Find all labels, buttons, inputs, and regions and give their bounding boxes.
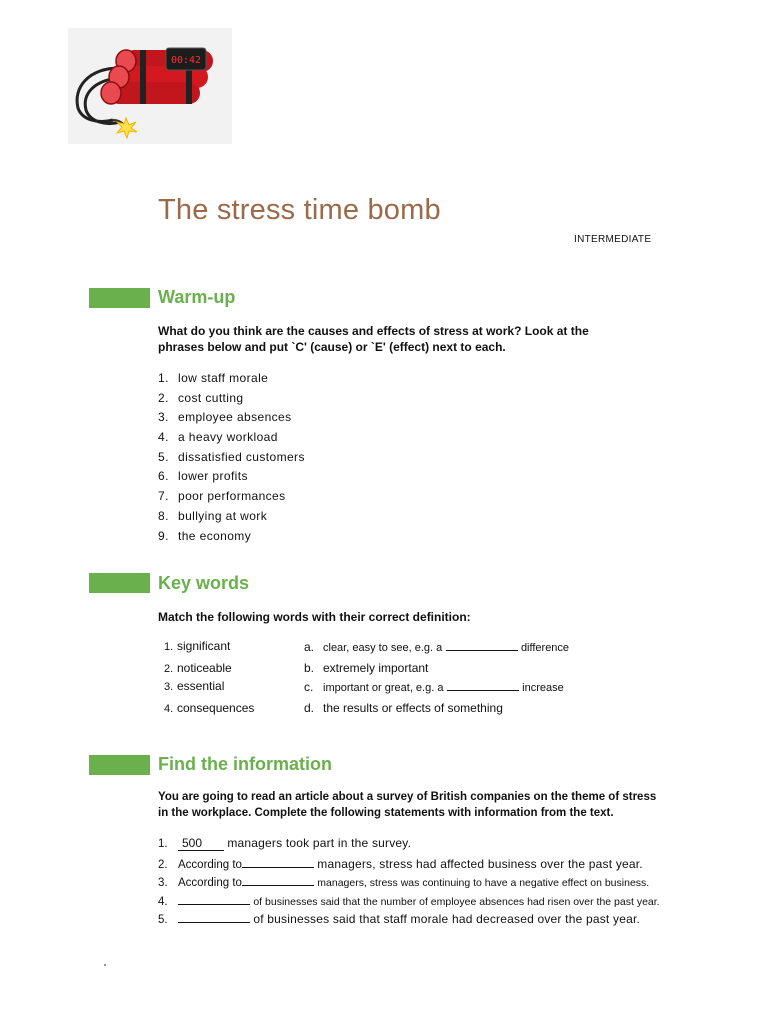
definition-item: d. the results or effects of something bbox=[304, 701, 503, 715]
bomb-logo bbox=[68, 28, 232, 144]
keywords-instruction: Match the following words with their correct definition: bbox=[158, 610, 471, 624]
level-label: INTERMEDIATE bbox=[574, 234, 652, 245]
definition-item: a. clear, easy to see, e.g. a difference bbox=[304, 640, 570, 654]
list-item: 4. a heavy workload bbox=[158, 430, 278, 445]
answer-blank[interactable] bbox=[178, 911, 250, 923]
list-item: 5. dissatisfied customers bbox=[158, 449, 305, 464]
answer-blank[interactable] bbox=[447, 679, 519, 691]
answer-blank[interactable] bbox=[446, 639, 518, 651]
statement-item: 5. of businesses said that staff morale had decreased over the past year. bbox=[158, 912, 641, 926]
findinfo-heading: Find the information bbox=[158, 754, 332, 774]
answer-blank[interactable] bbox=[242, 874, 314, 886]
list-item: 8. bullying at work bbox=[158, 508, 268, 523]
keyword-item: 1. significant bbox=[164, 639, 231, 653]
answer-blank[interactable] bbox=[242, 856, 314, 868]
list-item: 9. the economy bbox=[158, 528, 252, 543]
list-item: 3. employee absences bbox=[158, 410, 292, 425]
warmup-instruction: What do you think are the causes and effects of stress at work? Look at the phrases below and put `C' (cause) or `E' (effect) next to each. bbox=[158, 324, 589, 354]
statement-item: 3. According to managers, stress was continuing to have a negative effect on business. bbox=[158, 874, 649, 889]
answer-field[interactable]: 500 bbox=[178, 836, 224, 851]
definition-item: c. important or great, e.g. a increase bbox=[304, 680, 564, 694]
keywords-bar bbox=[89, 573, 150, 593]
list-item: 1. low staff morale bbox=[158, 371, 269, 385]
keyword-item: 2. noticeable bbox=[164, 661, 232, 675]
keyword-item: 3. essential bbox=[164, 679, 225, 693]
keyword-item: 4. consequences bbox=[164, 701, 255, 715]
dynamite-icon bbox=[68, 28, 232, 144]
list-item: 2. cost cutting bbox=[158, 390, 244, 405]
warmup-bar bbox=[89, 288, 150, 308]
definition-item: b. extremely important bbox=[304, 661, 429, 675]
list-item: 6. lower profits bbox=[158, 469, 248, 484]
page-mark bbox=[104, 964, 106, 966]
warmup-heading: Warm-up bbox=[158, 287, 236, 307]
statement-item: 2. According to managers, stress had affected business over the past year. bbox=[158, 857, 643, 871]
answer-blank[interactable] bbox=[178, 893, 250, 905]
list-item: 7. poor performances bbox=[158, 489, 286, 504]
findinfo-bar bbox=[89, 755, 150, 775]
page-title: The stress time bomb bbox=[158, 194, 441, 226]
findinfo-instruction: You are going to read an article about a survey of British companies on the theme of stress in the workplace. Complete the following statements with information from the text. bbox=[158, 791, 657, 819]
warmup-list bbox=[158, 369, 305, 546]
keywords-heading: Key words bbox=[158, 573, 250, 593]
svg-text:00:42: 00:42 bbox=[170, 55, 202, 66]
statement-item: 4. of businesses said that the number of employee absences had risen over the past year. bbox=[158, 893, 660, 908]
statement-item: 1. 500 managers took part in the survey. bbox=[158, 836, 412, 850]
